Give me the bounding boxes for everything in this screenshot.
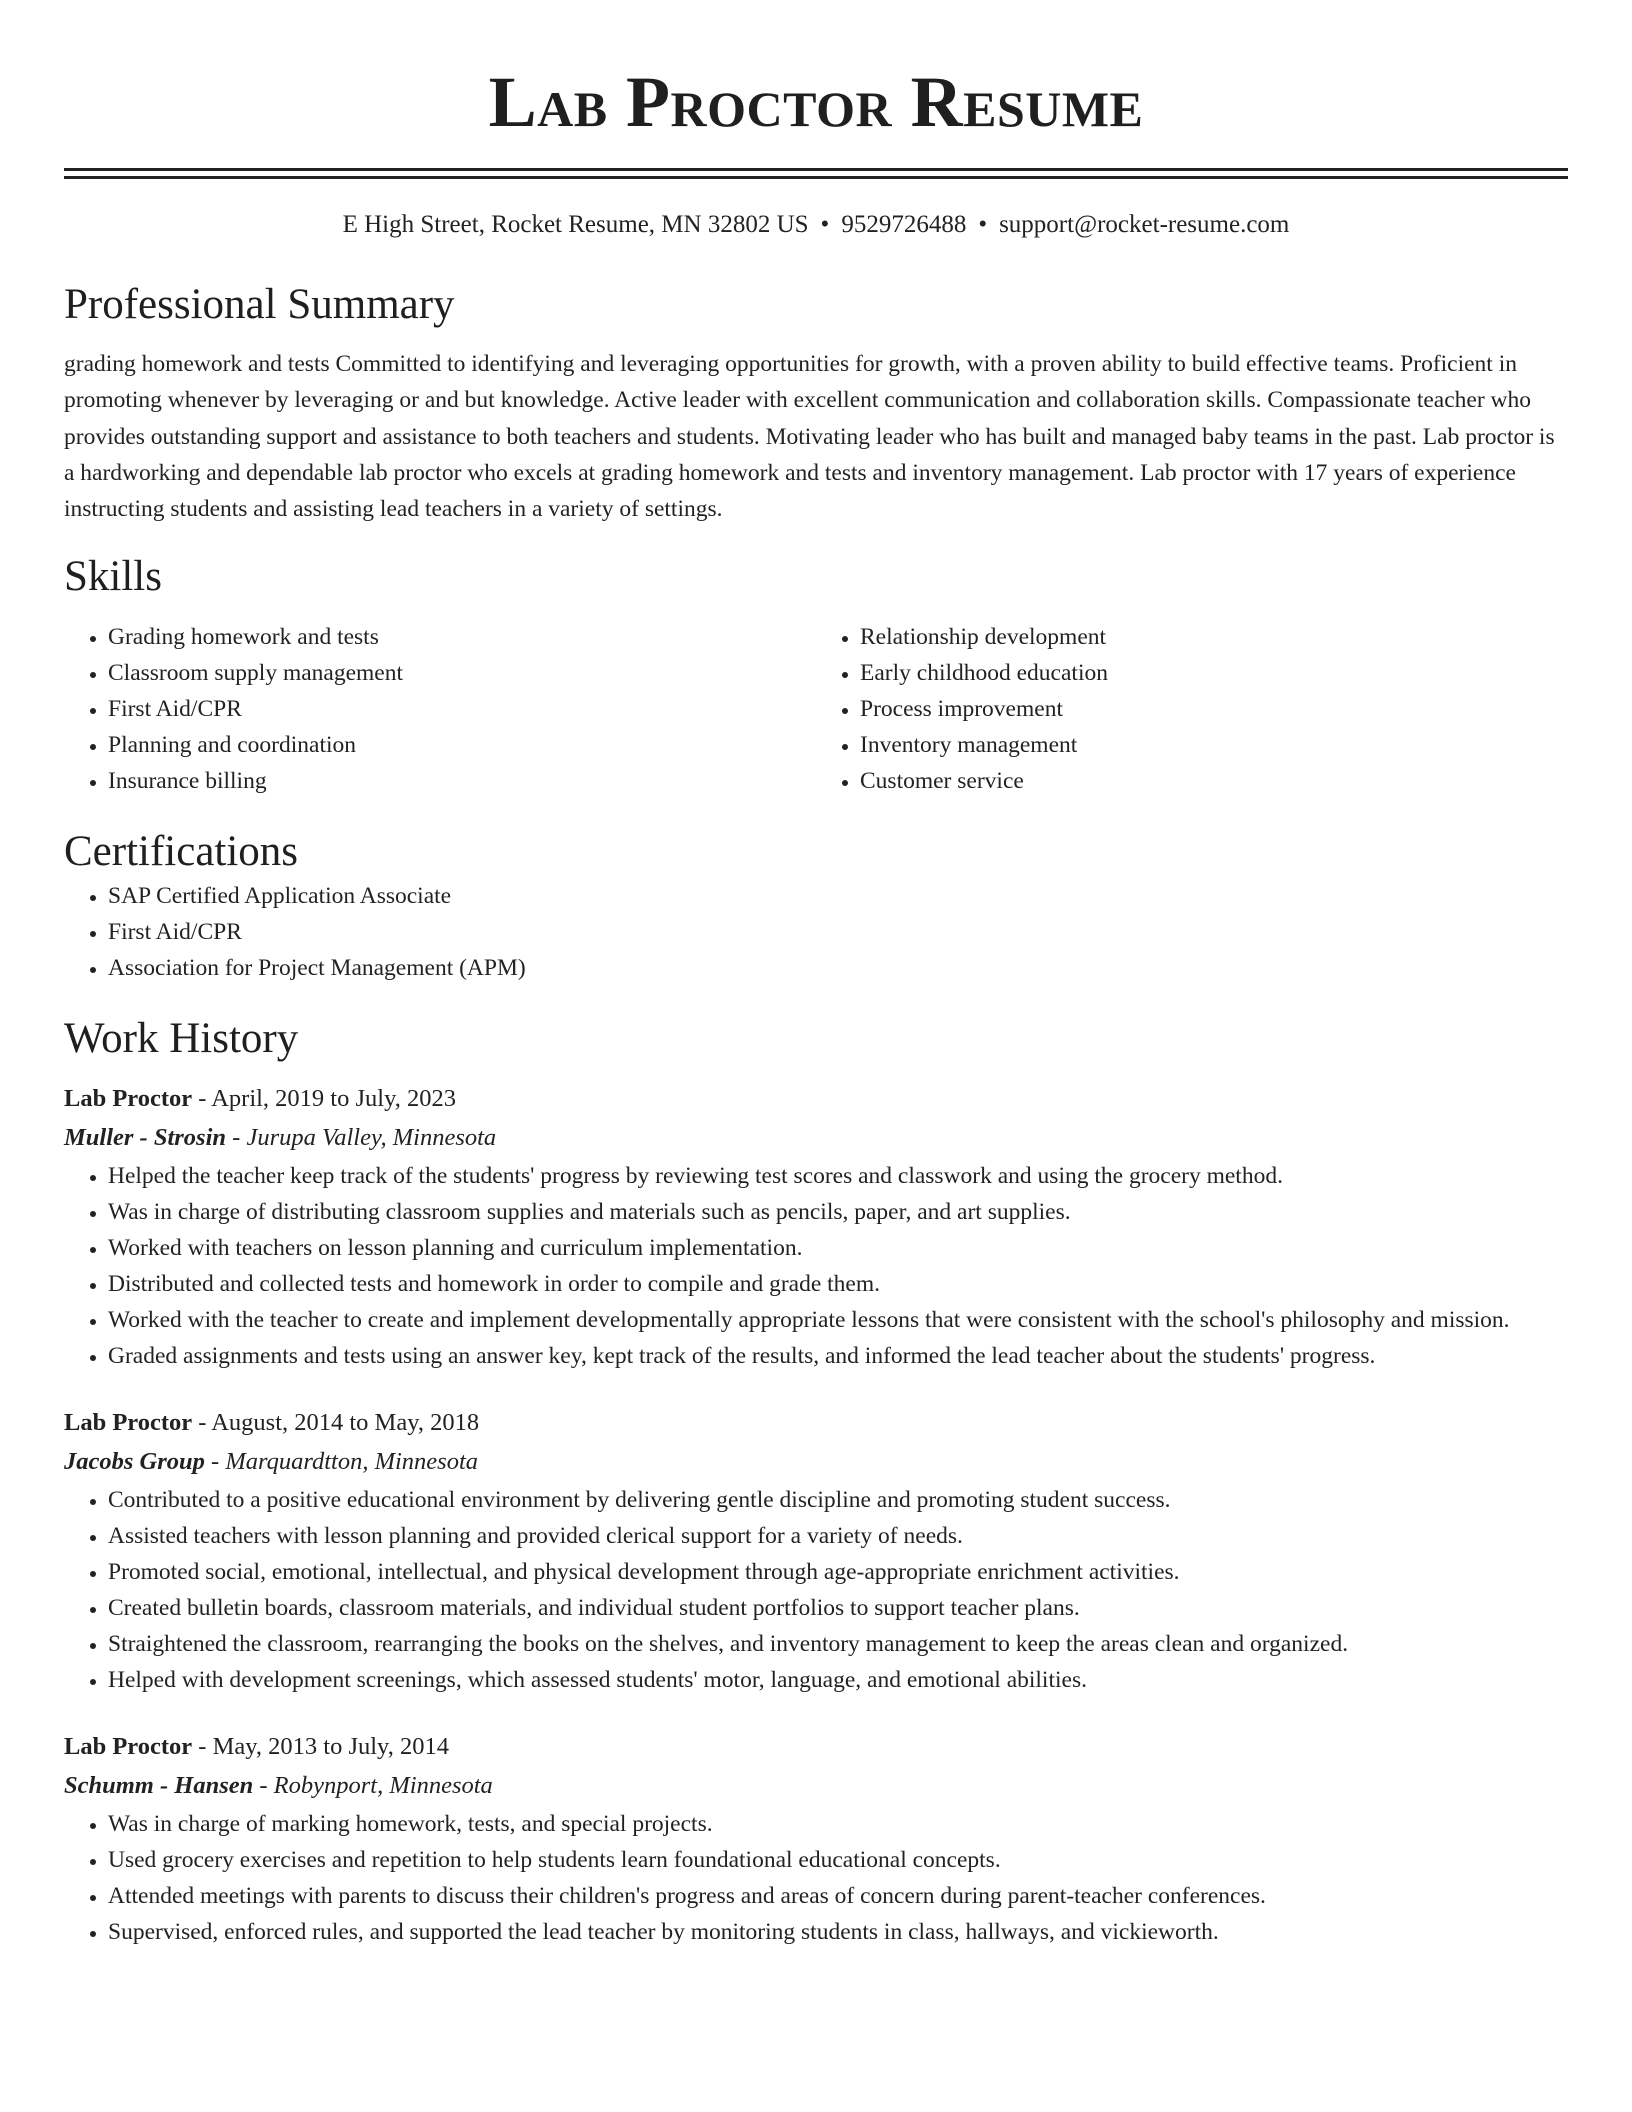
duty-item: • Assisted teachers with lesson planning and provided clerical support for a variety of needs.	[108, 1518, 1568, 1554]
skills-list-left	[64, 619, 816, 799]
job-company: Jacobs Group	[64, 1448, 205, 1476]
job-duties-list	[64, 1158, 1568, 1374]
duty-item: • Contributed to a positive educational environment by delivering gentle discipline and promoting student success.	[108, 1482, 1568, 1518]
skills-columns	[64, 619, 1568, 799]
skill-item: • Early childhood education	[860, 655, 1568, 691]
duty-item: • Worked with teachers on lesson planning and curriculum implementation.	[108, 1230, 1568, 1266]
contact-email: support@rocket-resume.com	[999, 211, 1290, 238]
job-title: Lab Proctor	[64, 1085, 193, 1113]
certifications-heading: Certifications	[64, 828, 299, 876]
job-company: Muller - Strosin	[64, 1124, 227, 1152]
summary-text: grading homework and tests Committed to identifying and leveraging opportunities for growth, with a proven ability to build effective teams. Proficient in promoting whenever by leveraging or and but knowledge. Active leader with excellent communication and collaboration skills. Compassionate teacher who provides outstanding support and assistance to both teachers and students. Motivating leader who has built and managed baby teams in the past. Lab proctor is a hardworking and dependable lab proctor who excels at grading homework and tests and inventory management. Lab proctor with 17 years of experience instructing students and assisting lead teachers in a variety of settings.	[64, 351, 1555, 523]
resume-title: Lab Proctor Resume	[488, 62, 1144, 142]
skill-item: • Process improvement	[860, 691, 1568, 727]
job-duties-list	[64, 1482, 1568, 1698]
duty-item: • Helped the teacher keep track of the students' progress by reviewing test scores and classwork and using the grocery method.	[108, 1158, 1568, 1194]
skill-item: • Customer service	[860, 763, 1568, 799]
job-dates: April, 2019 to July, 2023	[211, 1085, 456, 1113]
skill-item: • First Aid/CPR	[108, 691, 816, 727]
certification-item: • SAP Certified Application Associate	[108, 878, 1568, 914]
contact-address: E High Street, Rocket Resume, MN 32802 US	[342, 211, 809, 238]
job-dates: August, 2014 to May, 2018	[211, 1409, 480, 1437]
job-title: Lab Proctor	[64, 1733, 193, 1761]
job-company-line: Muller - Strosin - Jurupa Valley, Minnesota	[64, 1124, 497, 1152]
title-divider-bottom	[64, 176, 1568, 179]
job-title-line: Lab Proctor - April, 2019 to July, 2023	[64, 1085, 456, 1113]
job-dates: May, 2013 to July, 2014	[212, 1733, 449, 1761]
contact-separator: •	[820, 211, 830, 238]
duty-item: • Created bulletin boards, classroom materials, and individual student portfolios to support teacher plans.	[108, 1590, 1568, 1626]
duty-item: • Worked with the teacher to create and implement developmentally appropriate lessons that were consistent with the school's philosophy and mission.	[108, 1302, 1568, 1338]
duty-item: • Was in charge of distributing classroom supplies and materials such as pencils, paper, and art supplies.	[108, 1194, 1568, 1230]
job-entry	[64, 1079, 1568, 1374]
contact-separator: •	[978, 211, 988, 238]
skills-heading: Skills	[64, 553, 162, 601]
skills-list-right	[816, 619, 1568, 799]
job-company-line: Schumm - Hansen - Robynport, Minnesota	[64, 1772, 493, 1800]
skill-item: • Inventory management	[860, 727, 1568, 763]
job-title-line: Lab Proctor - May, 2013 to July, 2014	[64, 1733, 449, 1761]
job-entry	[64, 1403, 1568, 1698]
duty-item: • Straightened the classroom, rearranging the books on the shelves, and inventory management to keep the areas clean and organized.	[108, 1626, 1568, 1662]
duty-item: • Graded assignments and tests using an answer key, kept track of the results, and informed the lead teacher about the students' progress.	[108, 1338, 1568, 1374]
contact-phone: 9529726488	[841, 211, 967, 238]
certification-item: • Association for Project Management (APM)	[108, 950, 1568, 986]
contact-line	[64, 209, 1568, 241]
duty-item: • Attended meetings with parents to discuss their children's progress and areas of concern during parent-teacher conferences.	[108, 1878, 1568, 1914]
skill-item: • Relationship development	[860, 619, 1568, 655]
job-company: Schumm - Hansen	[64, 1772, 254, 1800]
work-history-heading: Work History	[64, 1015, 299, 1063]
job-duties-list	[64, 1806, 1568, 1950]
summary-heading: Professional Summary	[64, 281, 455, 328]
duty-item: • Promoted social, emotional, intellectual, and physical development through age-appropriate enrichment activities.	[108, 1554, 1568, 1590]
job-location: Marquardtton, Minnesota	[225, 1448, 479, 1476]
skill-item: • Planning and coordination	[108, 727, 816, 763]
certifications-list	[64, 878, 1568, 986]
job-title-line: Lab Proctor - August, 2014 to May, 2018	[64, 1409, 480, 1437]
skill-item: • Classroom supply management	[108, 655, 816, 691]
job-title: Lab Proctor	[64, 1409, 193, 1437]
duty-item: • Helped with development screenings, which assessed students' motor, language, and emotional abilities.	[108, 1662, 1568, 1698]
job-location: Jurupa Valley, Minnesota	[246, 1124, 497, 1152]
job-company-line: Jacobs Group - Marquardtton, Minnesota	[64, 1448, 479, 1476]
duty-item: • Supervised, enforced rules, and supported the lead teacher by monitoring students in class, hallways, and vickieworth.	[108, 1914, 1568, 1950]
skill-item: • Grading homework and tests	[108, 619, 816, 655]
duty-item: • Was in charge of marking homework, tests, and special projects.	[108, 1806, 1568, 1842]
job-entry	[64, 1727, 1568, 1950]
duty-item: • Used grocery exercises and repetition to help students learn foundational educational concepts.	[108, 1842, 1568, 1878]
duty-item: • Distributed and collected tests and homework in order to compile and grade them.	[108, 1266, 1568, 1302]
skill-item: • Insurance billing	[108, 763, 816, 799]
job-location: Robynport, Minnesota	[273, 1772, 493, 1800]
title-divider-top	[64, 168, 1568, 171]
certification-item: • First Aid/CPR	[108, 914, 1568, 950]
